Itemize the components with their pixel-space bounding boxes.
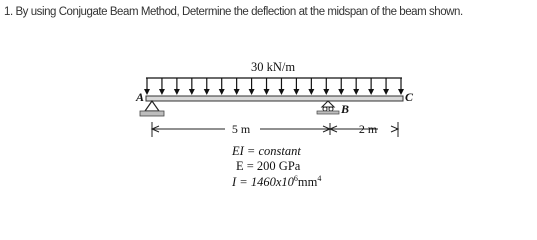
load-arrow-head xyxy=(219,89,225,95)
load-arrow-head xyxy=(398,89,404,95)
load-arrow-head xyxy=(278,89,284,95)
i-prefix: I = 1460x10 xyxy=(232,175,294,189)
e-label: E = 200 GPa xyxy=(236,159,301,173)
span-bc-label: 2 m xyxy=(358,122,378,136)
load-arrow-head xyxy=(383,89,389,95)
load-arrow-head xyxy=(353,89,359,95)
load-arrow-head xyxy=(293,89,299,95)
load-arrow-head xyxy=(189,89,195,95)
load-arrow-head xyxy=(368,89,374,95)
load-arrow-head xyxy=(159,89,165,95)
ei-label: EI = constant xyxy=(232,144,301,158)
beam xyxy=(146,96,403,101)
roller-support-b xyxy=(317,101,339,114)
load-arrow-head xyxy=(323,89,329,95)
load-arrow-head xyxy=(174,89,180,95)
label-a: A xyxy=(135,90,145,104)
load-arrow-head xyxy=(264,89,270,95)
i-exp: 6 xyxy=(293,174,298,183)
load-arrow-head xyxy=(249,89,255,95)
label-c: C xyxy=(404,90,414,104)
load-arrow-head xyxy=(308,89,314,95)
span-ab-label: 5 m xyxy=(231,122,251,136)
load-arrow-head xyxy=(234,89,240,95)
load-arrow-head xyxy=(338,89,344,95)
load-arrow-head xyxy=(204,89,210,95)
question-number: 1. xyxy=(4,6,13,18)
question-body: By using Conjugate Beam Method, Determine the deflection at the midspan of the beam shown. xyxy=(15,6,463,18)
i-label xyxy=(231,174,321,189)
i-unit-exp: 4 xyxy=(317,174,322,183)
load-arrow-head xyxy=(144,89,150,95)
distributed-load-arrows xyxy=(144,78,404,95)
load-label: 30 kN/m xyxy=(250,60,296,74)
i-unit: mm xyxy=(297,175,318,189)
label-b: B xyxy=(340,102,350,116)
